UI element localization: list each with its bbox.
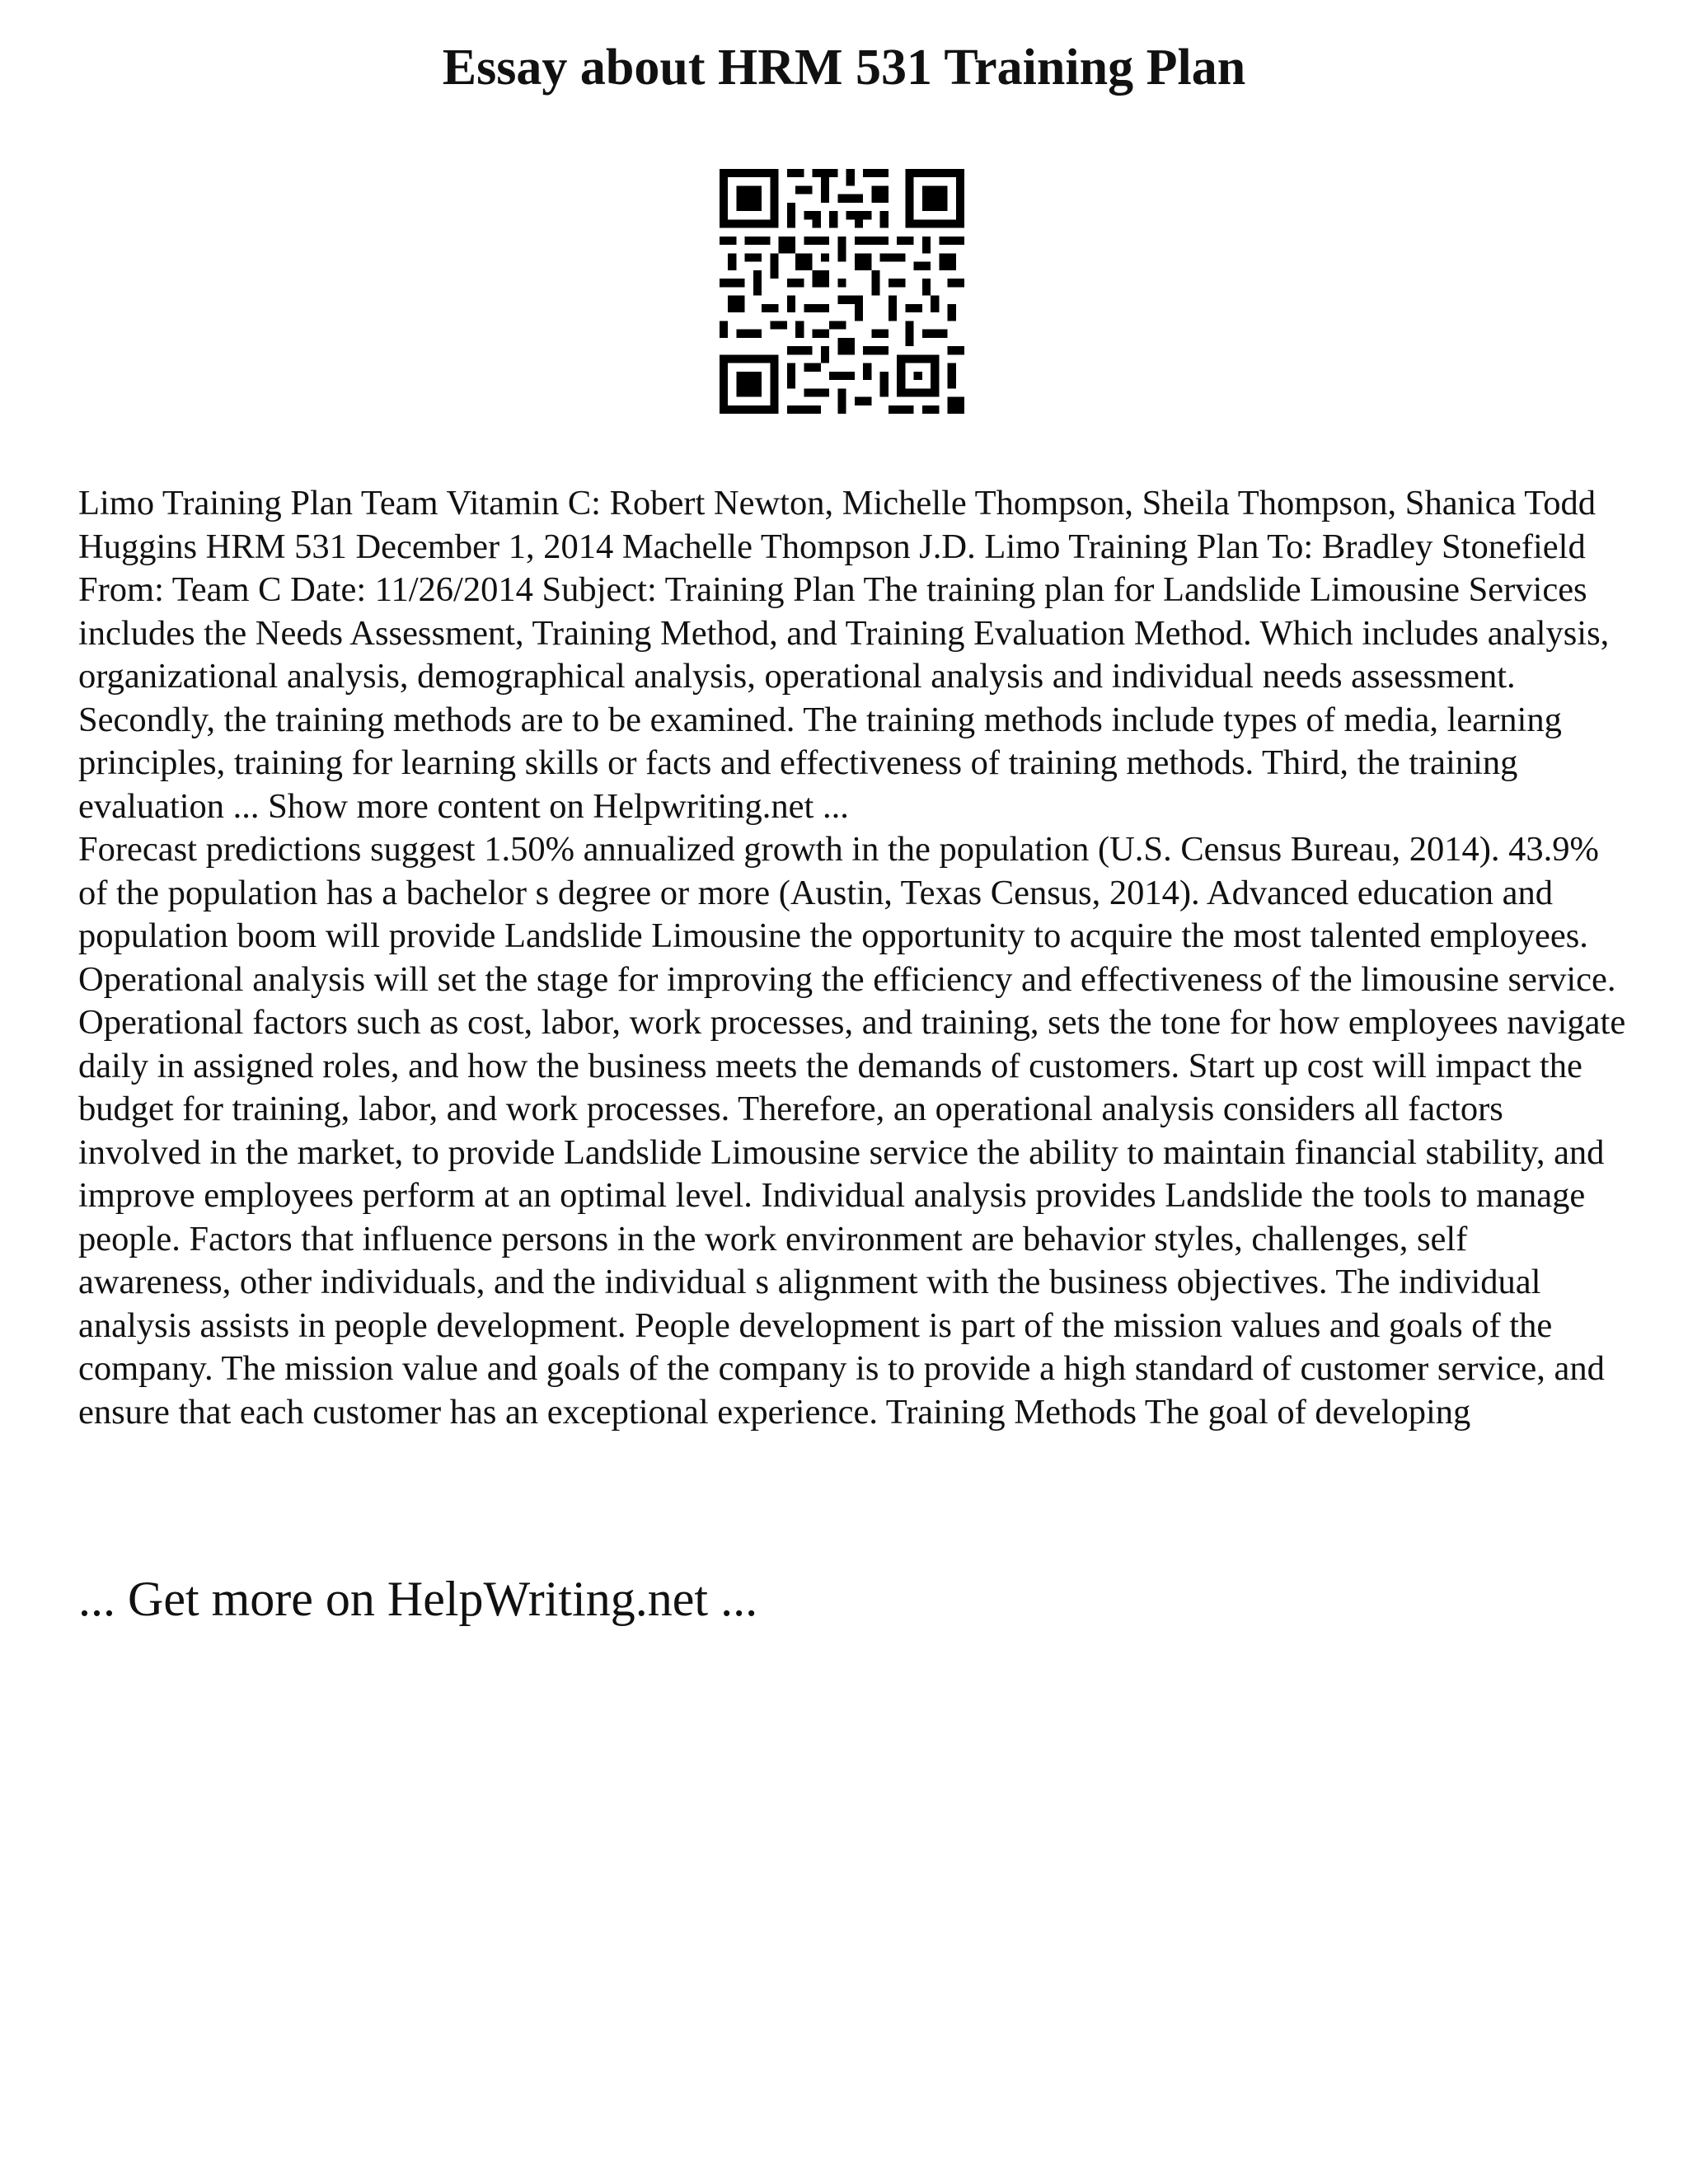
qr-code-icon [720,169,964,414]
essay-body [78,482,1628,1434]
get-more-link[interactable]: ... Get more on HelpWriting.net ... [78,1572,758,1626]
essay-paragraph-1: Limo Training Plan Team Vitamin C: Robert Newton, Michelle Thompson, Sheila Thompson, Shanica Todd Huggins HRM 531 December 1, 2014 Machelle Thompson J.D. Limo Training Plan To: Bradley Stonefield From: Team C Date: 11/26/2014 Subject: Training Plan The training plan for Landslide Limousine Services includes the Needs Assessment, Training Method, and Training Evaluation Method. Which includes analysis, organizational analysis, demographical analysis, operational analysis and individual needs assessment. Secondly, the training methods are to be examined. The training methods include types of media, learning principles, training for learning skills or facts and effectiveness of training methods. Third, the training evaluation ... Show more content on Helpwriting.net ... [78,484,1610,826]
page-title: Essay about HRM 531 Training Plan [442,40,1246,96]
essay-paragraph-2: Forecast predictions suggest 1.50% annualized growth in the population (U.S. Census Bureau, 2014). 43.9% of the population has a bachelor s degree or more (Austin, Texas Census, 2014). Advanced education and population boom will provide Landslide Limousine the opportunity to acquire the most talented employees. Operational analysis will set the stage for improving the efficiency and effectiveness of the limousine service. Operational factors such as cost, labor, work processes, and training, sets the tone for how employees navigate daily in assigned roles, and how the business meets the demands of customers. Start up cost will impact the budget for training, labor, and work processes. Therefore, an operational analysis considers all factors involved in the market, to provide Landslide Limousine service the ability to maintain financial stability, and improve employees perform at an optimal level. Individual analysis provides Landslide the tools to manage people. Factors that influence persons in the work environment are behavior styles, challenges, self awareness, other individuals, and the individual s alignment with the business objectives. The individual analysis assists in people development. People development is part of the mission values and goals of the company. The mission value and goals of the company is to provide a high standard of customer service, and ensure that each customer has an exceptional experience. Training Methods The goal of developing [78,830,1626,1432]
